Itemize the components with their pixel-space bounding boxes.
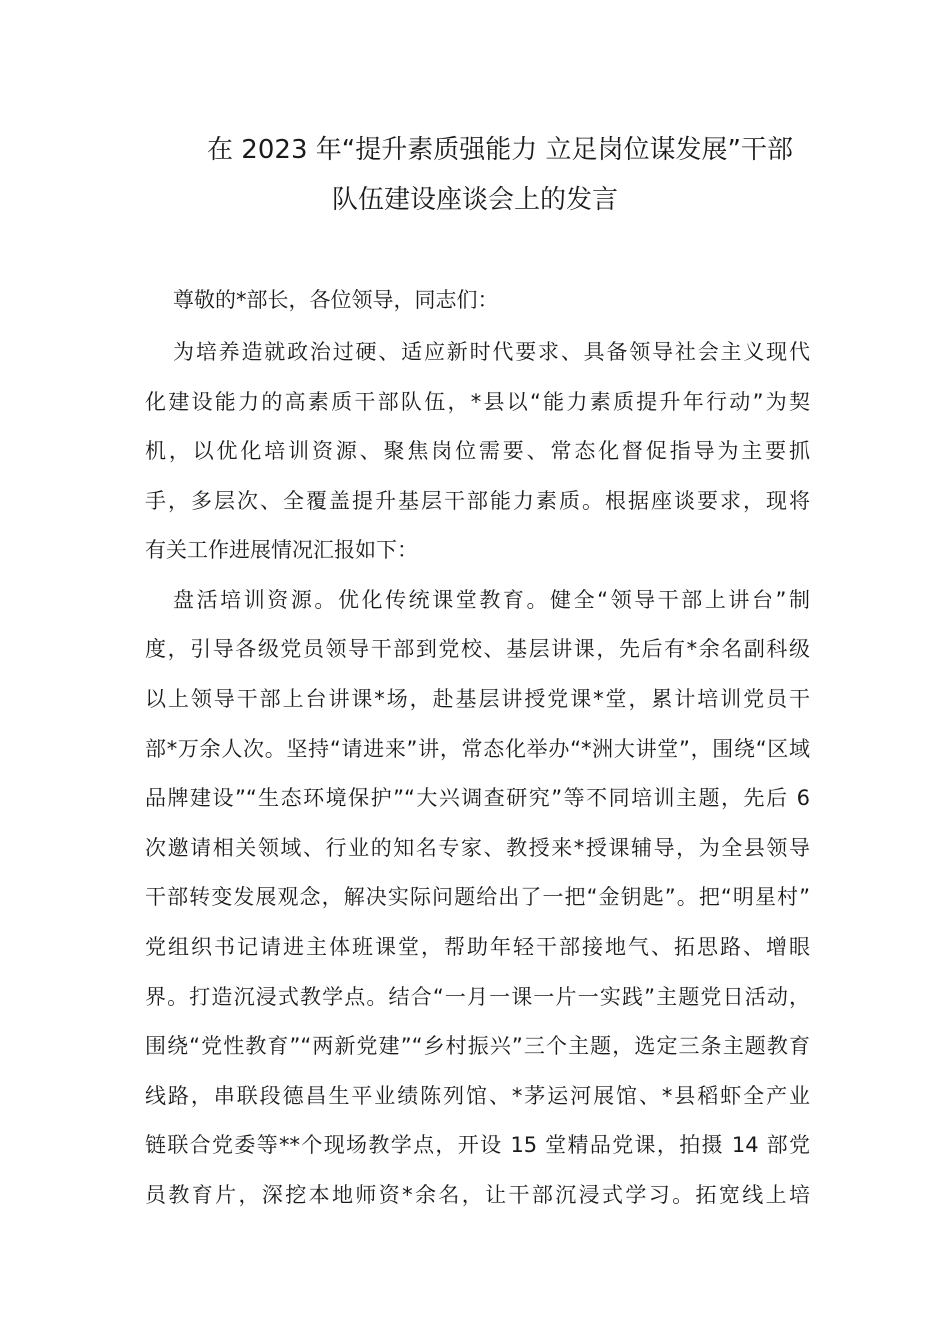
body-line: 党组织书记请进主体班课堂，帮助年轻干部接地气、拓思路、增眼	[145, 935, 810, 959]
body-line: 机，以优化培训资源、聚焦岗位需要、常态化督促指导为主要抓	[145, 439, 810, 463]
body-line: 有关工作进展情况汇报如下：	[145, 538, 418, 562]
body-line: 部*万余人次。坚持“请进来”讲，常态化举办“*洲大讲堂”，围绕“区域	[145, 737, 810, 761]
body-line: 线路，串联段德昌生平业绩陈列馆、*茅运河展馆、*县稻虾全产业	[145, 1084, 810, 1108]
body-line: 度，引导各级党员领导干部到党校、基层讲课，先后有*余名副科级	[145, 637, 810, 661]
body-line: 品牌建设”“生态环境保护”“大兴调查研究”等不同培训主题，先后 6	[145, 786, 810, 810]
body-line: 链联合党委等**个现场教学点，开设 15 堂精品党课，拍摄 14 部党	[145, 1133, 810, 1157]
body-line: 次邀请相关领域、行业的知名专家、教授来*授课辅导，为全县领导	[145, 836, 810, 860]
body-line: 干部转变发展观念，解决实际问题给出了一把“金钥匙”。把“明星村”	[145, 885, 810, 909]
body-line: 盘活培训资源。优化传统课堂教育。健全“领导干部上讲台”制	[173, 588, 810, 612]
body-line: 界。打造沉浸式教学点。结合“一月一课一片一实践”主题党日活动，	[145, 985, 810, 1009]
body-line: 以上领导干部上台讲课*场，赴基层讲授党课*堂，累计培训党员干	[145, 687, 810, 711]
body-line: 手，多层次、全覆盖提升基层干部能力素质。根据座谈要求，现将	[145, 489, 810, 513]
body-line: 为培养造就政治过硬、适应新时代要求、具备领导社会主义现代	[173, 340, 810, 364]
body-line: 围绕“党性教育”“两新党建”“乡村振兴”三个主题，选定三条主题教育	[145, 1034, 810, 1058]
salutation: 尊敬的*部长，各位领导，同志们：	[173, 288, 499, 312]
body-line: 员教育片，深挖本地师资*余名，让干部沉浸式学习。拓宽线上培	[145, 1183, 810, 1207]
document-title-line-2: 队伍建设座谈会上的发言	[331, 185, 618, 215]
body-line: 化建设能力的高素质干部队伍，*县以“能力素质提升年行动”为契	[145, 390, 810, 414]
document-title-line-1: 在 2023 年“提升素质强能力 立足岗位谋发展”干部	[207, 135, 793, 165]
